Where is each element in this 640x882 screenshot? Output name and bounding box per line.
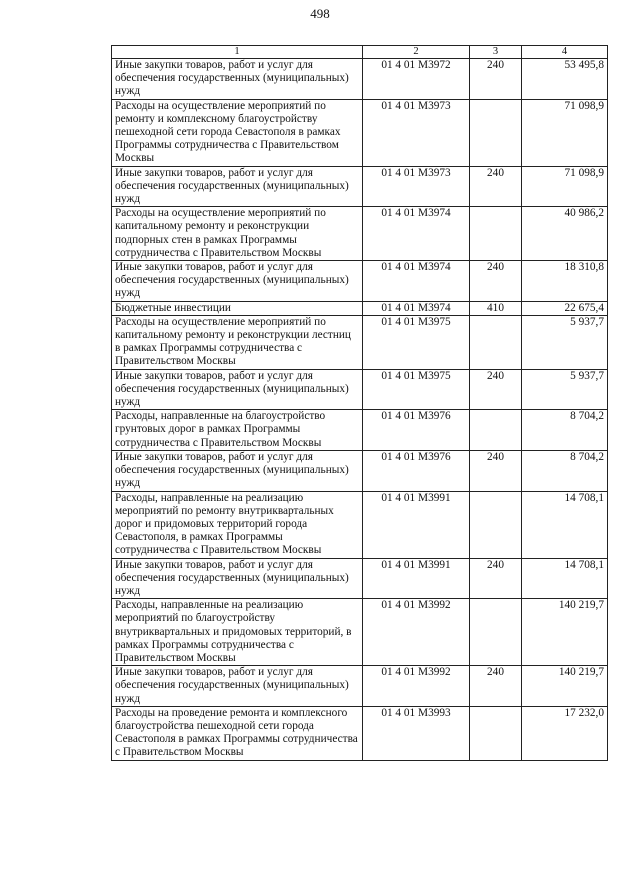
row-amount: 5 937,7 [522,315,608,369]
header-col-2: 2 [363,46,470,59]
row-code: 01 4 01 М3972 [363,59,470,100]
row-code: 01 4 01 М3976 [363,410,470,451]
table-row [112,315,608,369]
table-row [112,450,608,491]
row-amount: 14 708,1 [522,558,608,599]
table-row [112,491,608,558]
row-description: Расходы, направленные на реализацию мероприятий по ремонту внутриквартальных дорог и придомовых территорий города Севастополя, в рамках Программы сотрудничества с Правительством Москвы [112,491,363,558]
row-amount: 17 232,0 [522,706,608,760]
row-expense-type [470,410,522,451]
row-description: Расходы, направленные на реализацию мероприятий по благоустройству внутриквартальных и придомовых территорий, в рамках Программы сотрудничества с Правительством Москвы [112,599,363,666]
row-amount: 53 495,8 [522,59,608,100]
table-row [112,301,608,315]
row-code: 01 4 01 М3974 [363,301,470,315]
row-code: 01 4 01 М3973 [363,166,470,207]
row-code: 01 4 01 М3991 [363,558,470,599]
row-expense-type [470,491,522,558]
header-col-3: 3 [470,46,522,59]
row-expense-type [470,99,522,166]
row-code: 01 4 01 М3974 [363,207,470,261]
row-description: Иные закупки товаров, работ и услуг для обеспечения государственных (муниципальных) нужд [112,666,363,707]
row-code: 01 4 01 М3992 [363,666,470,707]
header-col-4: 4 [522,46,608,59]
row-expense-type: 240 [470,369,522,410]
row-expense-type [470,706,522,760]
table-row [112,558,608,599]
row-code: 01 4 01 М3974 [363,261,470,302]
row-code: 01 4 01 М3992 [363,599,470,666]
budget-table [111,45,608,761]
row-description: Иные закупки товаров, работ и услуг для обеспечения государственных (муниципальных) нужд [112,261,363,302]
row-description: Иные закупки товаров, работ и услуг для обеспечения государственных (муниципальных) нужд [112,166,363,207]
row-expense-type [470,207,522,261]
row-amount: 140 219,7 [522,599,608,666]
row-code: 01 4 01 М3976 [363,450,470,491]
table-row [112,99,608,166]
table-row [112,59,608,100]
row-amount: 22 675,4 [522,301,608,315]
row-amount: 14 708,1 [522,491,608,558]
row-description: Расходы на осуществление мероприятий по капитальному ремонту и реконструкции лестниц в рамках Программы сотрудничества с Правительством Москвы [112,315,363,369]
table-row [112,166,608,207]
row-amount: 8 704,2 [522,410,608,451]
row-description: Бюджетные инвестиции [112,301,363,315]
row-description: Расходы, направленные на благоустройство грунтовых дорог в рамках Программы сотрудничества с Правительством Москвы [112,410,363,451]
row-amount: 5 937,7 [522,369,608,410]
table-row [112,410,608,451]
row-code: 01 4 01 М3975 [363,315,470,369]
page-number: 498 [310,6,330,21]
row-expense-type: 240 [470,666,522,707]
row-expense-type: 240 [470,261,522,302]
row-description: Расходы на осуществление мероприятий по капитальному ремонту и реконструкции подпорных стен в рамках Программы сотрудничества с Правительством Москвы [112,207,363,261]
table-row [112,666,608,707]
table-row [112,369,608,410]
row-expense-type: 240 [470,450,522,491]
row-description: Иные закупки товаров, работ и услуг для обеспечения государственных (муниципальных) нужд [112,59,363,100]
row-expense-type: 410 [470,301,522,315]
row-amount: 140 219,7 [522,666,608,707]
table-row [112,207,608,261]
row-code: 01 4 01 М3975 [363,369,470,410]
row-description: Иные закупки товаров, работ и услуг для обеспечения государственных (муниципальных) нужд [112,369,363,410]
table-row [112,706,608,760]
row-expense-type: 240 [470,59,522,100]
row-code: 01 4 01 М3973 [363,99,470,166]
row-amount: 8 704,2 [522,450,608,491]
table-row [112,599,608,666]
row-description: Иные закупки товаров, работ и услуг для обеспечения государственных (муниципальных) нужд [112,450,363,491]
row-code: 01 4 01 М3993 [363,706,470,760]
table-row [112,261,608,302]
row-expense-type [470,599,522,666]
row-expense-type: 240 [470,166,522,207]
row-expense-type [470,315,522,369]
row-description: Расходы на проведение ремонта и комплексного благоустройства пешеходной сети города Севастополя в рамках Программы сотрудничества с Правительством Москвы [112,706,363,760]
row-amount: 18 310,8 [522,261,608,302]
row-amount: 40 986,2 [522,207,608,261]
row-code: 01 4 01 М3991 [363,491,470,558]
header-col-1: 1 [112,46,363,59]
row-amount: 71 098,9 [522,99,608,166]
header-row [112,46,608,59]
row-description: Иные закупки товаров, работ и услуг для обеспечения государственных (муниципальных) нужд [112,558,363,599]
row-description: Расходы на осуществление мероприятий по ремонту и комплексному благоустройству пешеходной сети города Севастополя в рамках Программы сотрудничества с Правительством Москвы [112,99,363,166]
row-amount: 71 098,9 [522,166,608,207]
row-expense-type: 240 [470,558,522,599]
